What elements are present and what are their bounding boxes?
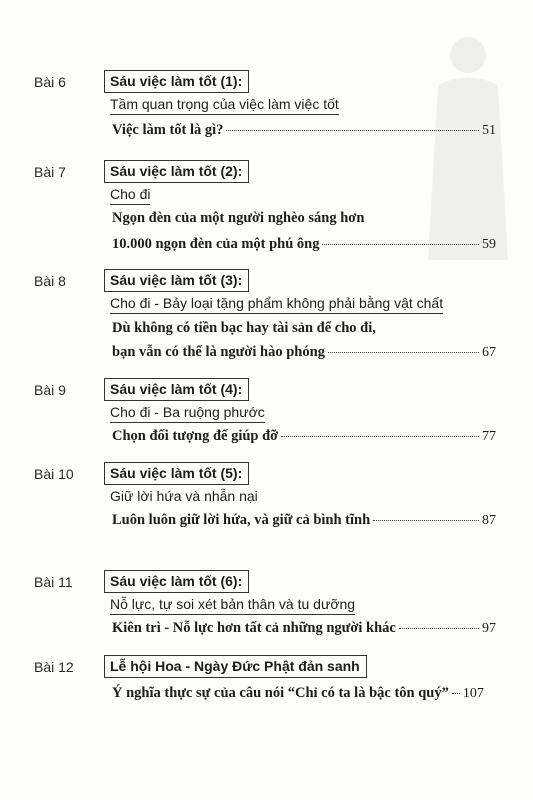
lesson-number: Bài 12 [34,659,74,675]
lesson-title-box: Sáu việc làm tốt (2): [104,160,249,183]
entry-title: Kiên trì - Nỗ lực hơn tất cả những người khác [112,620,396,636]
lesson-subtitle: Giữ lời hứa và nhẫn nại [110,488,258,504]
leader-dots [452,693,460,694]
entry-title: Luôn luôn giữ lời hứa, và giữ cả bình tĩnh [112,512,371,528]
toc-entry[interactable] [112,236,496,253]
toc-entry[interactable] [112,685,497,702]
page-number: 59 [482,237,496,252]
lesson-number: Bài 10 [34,466,74,482]
entry-title: Chọn đối tượng để giúp đỡ [112,428,279,444]
lesson-number: Bài 8 [34,273,66,289]
lesson-number: Bài 11 [34,574,73,590]
lesson-subtitle: Nỗ lực, tự soi xét bản thân và tu dưỡng [110,596,355,615]
page-number: 51 [482,123,496,138]
page-number: 67 [482,345,496,360]
toc-entry[interactable] [112,620,496,637]
lesson-title-box: Sáu việc làm tốt (3): [104,269,249,292]
lesson-subtitle: Tầm quan trọng của việc làm việc tốt [110,96,339,115]
leader-dots [399,628,479,629]
lesson-title-box: Sáu việc làm tốt (1): [104,70,249,93]
lesson-title-box: Sáu việc làm tốt (5): [104,462,249,485]
leader-dots [373,520,479,521]
faint-figure-watermark [423,30,513,260]
leader-dots [281,436,479,437]
lesson-number: Bài 6 [34,74,66,90]
entry-title: Ý nghĩa thực sự của câu nói “Chỉ có ta là bậc tôn quý” [112,685,449,701]
entry-line: Dù không có tiền bạc hay tài sản để cho đi, [112,320,376,336]
lesson-title-box: Sáu việc làm tốt (6): [104,570,249,593]
lesson-title-box: Lễ hội Hoa - Ngày Đức Phật đản sanh [104,655,367,678]
lesson-number: Bài 9 [34,382,66,398]
lesson-subtitle: Cho đi [110,186,150,205]
page-number: 107 [462,686,484,701]
entry-title: Việc làm tốt là gì? [112,122,224,138]
lesson-subtitle: Cho đi - Ba ruộng phước [110,404,265,423]
leader-dots [322,244,479,245]
toc-entry[interactable] [112,512,496,529]
leader-dots [226,130,479,131]
leader-dots [328,352,479,353]
page-number: 97 [482,621,496,636]
page-number: 87 [482,513,496,528]
toc-entry[interactable] [112,344,496,361]
entry-title: bạn vẫn có thể là người hào phóng [112,344,325,360]
lesson-title-box: Sáu việc làm tốt (4): [104,378,249,401]
toc-entry[interactable] [112,122,496,139]
lesson-subtitle: Cho đi - Bảy loại tặng phẩm không phải bằng vật chất [110,295,443,314]
lesson-number: Bài 7 [34,164,66,180]
entry-line: Ngọn đèn của một người nghèo sáng hơn [112,210,365,226]
toc-entry[interactable] [112,428,496,445]
entry-title: 10.000 ngọn đèn của một phú ông [112,236,320,252]
page-number: 77 [482,429,496,444]
